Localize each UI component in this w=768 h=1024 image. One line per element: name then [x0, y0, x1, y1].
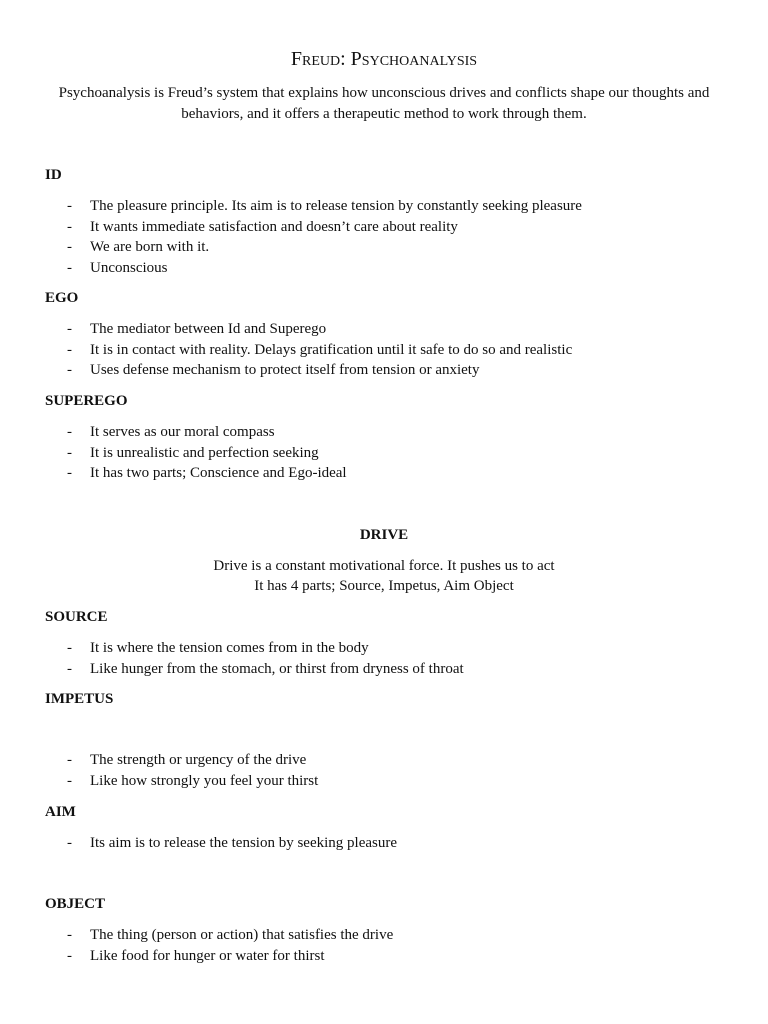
drive-description-line-2: It has 4 parts; Source, Impetus, Aim Object — [254, 578, 514, 594]
section-heading-impetus: IMPETUS — [45, 691, 114, 707]
list-item — [45, 340, 723, 361]
list-item — [45, 946, 723, 967]
list-item — [45, 217, 723, 238]
list-item — [45, 237, 723, 258]
list-item-text: We are born with it. — [90, 239, 210, 255]
list-item-text: It serves as our moral compass — [90, 424, 275, 440]
bullet-dash: - — [67, 239, 72, 255]
list-item-text: It is unrealistic and perfection seeking — [90, 444, 319, 461]
bullet-dash: - — [67, 362, 72, 378]
list-item-text: It is in contact with reality. Delays gratification until it safe to do so and realistic — [90, 341, 573, 358]
list-item — [45, 771, 723, 792]
list-item-text: Like hunger from the stomach, or thirst from dryness of throat — [90, 660, 464, 677]
bullet-dash: - — [67, 947, 72, 964]
list-item-text: Uses defense mechanism to protect itself from tension or anxiety — [90, 362, 480, 378]
bullet-dash: - — [67, 640, 72, 656]
aim-list — [45, 833, 723, 854]
bullet-dash: - — [67, 752, 72, 768]
list-item-text: It has two parts; Conscience and Ego-ideal — [90, 465, 347, 481]
bullet-dash: - — [67, 424, 72, 440]
list-item — [45, 258, 723, 279]
id-list — [45, 196, 723, 278]
list-item — [45, 443, 723, 464]
list-item-text: The mediator between Id and Superego — [90, 321, 327, 337]
superego-list — [45, 422, 723, 484]
ego-list — [45, 319, 723, 381]
bullet-dash: - — [67, 198, 72, 214]
section-heading-source: SOURCE — [45, 609, 108, 625]
list-item-text: Like food for hunger or water for thirst — [90, 947, 325, 964]
list-item — [45, 750, 723, 771]
list-item — [45, 319, 723, 340]
section-heading-superego: SUPEREGO — [45, 393, 128, 409]
list-item — [45, 360, 723, 381]
page-title: Freud: Psychoanalysis — [290, 48, 478, 70]
list-item-text: The thing (person or action) that satisfies the drive — [90, 927, 394, 943]
bullet-dash: - — [67, 444, 72, 461]
list-item-text: Its aim is to release the tension by seeking pleasure — [90, 835, 397, 851]
list-item — [45, 196, 723, 217]
list-item-text: The pleasure principle. Its aim is to release tension by constantly seeking pleasure — [90, 198, 582, 214]
list-item-text: The strength or urgency of the drive — [90, 752, 307, 768]
list-item-text: It wants immediate satisfaction and doesn’t care about reality — [90, 218, 458, 235]
bullet-dash: - — [67, 321, 72, 337]
object-list — [45, 925, 723, 966]
bullet-dash: - — [67, 259, 72, 276]
section-heading-id: ID — [45, 167, 62, 183]
bullet-dash: - — [67, 341, 72, 358]
list-item — [45, 833, 723, 854]
list-item-text: Unconscious — [90, 259, 168, 276]
intro-paragraph: Psychoanalysis is Freud’s system that explains how unconscious drives and conflicts shape our thoughts and behaviors, and it offers a therapeutic method to work through them. — [58, 85, 710, 122]
bullet-dash: - — [67, 772, 72, 789]
list-item — [45, 925, 723, 946]
bullet-dash: - — [67, 218, 72, 235]
bullet-dash: - — [67, 927, 72, 943]
list-item — [45, 638, 723, 659]
bullet-dash: - — [67, 660, 72, 677]
section-heading-drive: DRIVE — [359, 527, 409, 543]
section-heading-ego: EGO — [45, 290, 79, 306]
drive-description-line-1: Drive is a constant motivational force. It pushes us to act — [213, 558, 555, 574]
list-item — [45, 659, 723, 680]
bullet-dash: - — [67, 465, 72, 481]
source-list — [45, 638, 723, 679]
impetus-list — [45, 750, 723, 791]
list-item-text: It is where the tension comes from in the body — [90, 640, 369, 656]
section-heading-aim: AIM — [45, 804, 76, 820]
list-item-text: Like how strongly you feel your thirst — [90, 772, 319, 789]
bullet-dash: - — [67, 835, 72, 851]
list-item — [45, 463, 723, 484]
section-heading-object: OBJECT — [45, 896, 106, 912]
list-item — [45, 422, 723, 443]
